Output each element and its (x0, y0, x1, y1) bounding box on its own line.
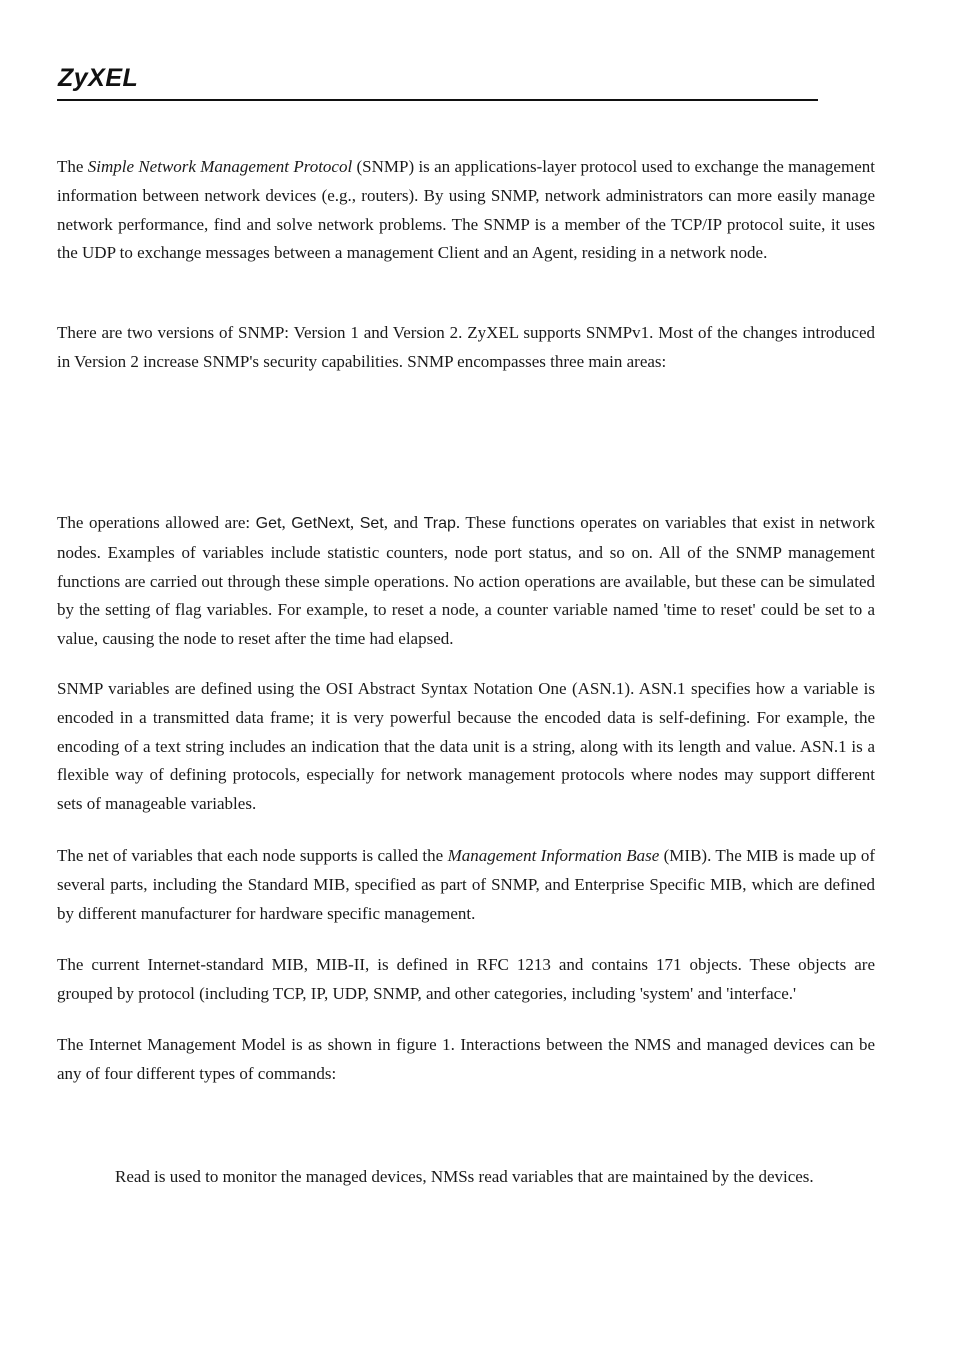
zyxel-logo: ZyXEL (58, 64, 139, 92)
paragraph-operations (57, 509, 875, 654)
text-run: (SNMP) is an applications-layer protocol used to exchange the management information between network devices (e.g., routers). By using SNMP, network administrators can more easily manage network performance, find and solve network problems. The SNMP is a member of the TCP/IP protocol suite, it uses the UDP to exchange messages between a management Client and an Agent, residing in a network node. (57, 157, 875, 263)
paragraph-snmp-intro (57, 153, 875, 268)
term-snmp: Simple Network Management Protocol (87, 157, 353, 176)
paragraph-management-model: The Internet Management Model is as shown in figure 1. Interactions between the NMS and managed devices can be any of four different types of commands: (57, 1035, 875, 1083)
operation-trap: Trap (423, 515, 456, 532)
text-run: (MIB). The MIB is made up of several parts, including the Standard MIB, specified as part of SNMP, and Enterprise Specific MIB, which are defined by different manufacturer for hardware specific management. (57, 846, 875, 923)
header-rule (57, 99, 818, 101)
text-run: The net of variables that each node supports is called the (57, 846, 448, 865)
text-run: The (57, 157, 88, 176)
operation-get: Get (255, 515, 282, 532)
text-run: The operations allowed are: (57, 513, 256, 532)
separator: , (281, 513, 292, 532)
term-mib: Management Information Base (447, 846, 660, 865)
operation-getnext: GetNext (291, 515, 350, 532)
separator: , (349, 513, 360, 532)
operation-set: Set (359, 515, 384, 532)
separator: , and (383, 513, 424, 532)
text-run: . These functions operates on variables that exist in network nodes. Examples of variables include statistic counters, node port status, and so on. All of the SNMP management functions are carried out through these simple operations. No action operations are available, but these can be simulated by the setting of flag variables. For example, to reset a node, a counter variable named 'time to reset' could be set to a value, causing the node to reset after the time had elapsed. (57, 513, 875, 649)
paragraph-asn1: SNMP variables are defined using the OSI Abstract Syntax Notation One (ASN.1). ASN.1 specifies how a variable is encoded in a transmitted data frame; it is very powerful because the encoded data is self-defining. For example, the encoding of a text string includes an indication that the data unit is a string, along with its length and value. ASN.1 is a flexible way of defining protocols, especially for network management protocols where nodes may support different sets of manageable variables. (57, 679, 875, 814)
paragraph-mib (57, 842, 875, 928)
paragraph-snmp-versions: There are two versions of SNMP: Version 1 and Version 2. ZyXEL supports SNMPv1. Most of the changes introduced in Version 2 increase SNMP's security capabilities. SNMP encompasses three main areas: (57, 323, 875, 371)
paragraph-mib-ii: The current Internet-standard MIB, MIB-II, is defined in RFC 1213 and contains 171 objects. These objects are grouped by protocol (including TCP, IP, UDP, SNMP, and other categories, including 'system' and 'interface.' (57, 955, 875, 1003)
paragraph-read-command: Read is used to monitor the managed devices, NMSs read variables that are maintained by the devices. (115, 1167, 814, 1186)
